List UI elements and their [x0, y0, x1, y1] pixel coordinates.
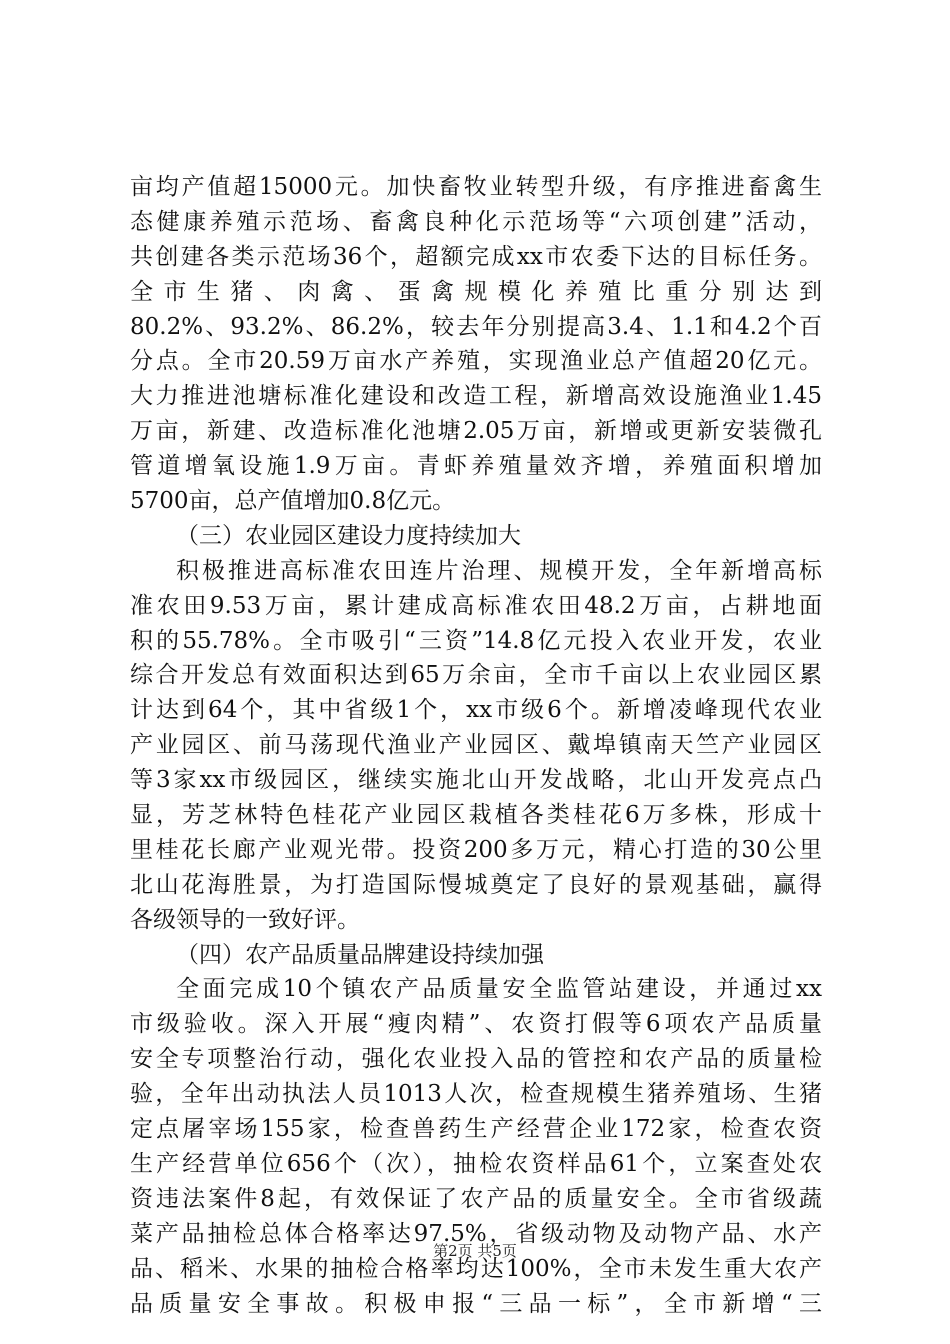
paragraph-line: 准农田9.53万亩，累计建成高标准农田48.2万亩，占耕地面: [130, 592, 822, 619]
paragraph-line: 全面完成10个镇农产品质量安全监管站建设，并通过xx: [176, 976, 822, 1003]
paragraph-line: 菜产品抽检总体合格率达97.5%，省级动物及动物产品、水产: [130, 1220, 822, 1247]
paragraph-line: 计达到64个，其中省级1个，xx市级6个。新增凌峰现代农业: [130, 697, 822, 724]
paragraph-line: 共创建各类示范场36个，超额完成xx市农委下达的目标任务。: [130, 243, 822, 270]
section-heading: （三）农业园区建设力度持续加大: [176, 522, 521, 549]
paragraph-line: 市级验收。深入开展“瘦肉精”、农资打假等6项农产品质量: [130, 1011, 822, 1038]
paragraph-line: 品质量安全事故。积极申报“三品一标”，全市新增“三: [130, 1290, 822, 1317]
paragraph-line: 生产经营单位656个（次），抽检农资样品61个，立案查处农: [130, 1150, 822, 1177]
paragraph-line: 积的55.78%。全市吸引“三资”14.8亿元投入农业开发，农业: [130, 627, 822, 654]
paragraph-line: 全市生猪、肉禽、蛋禽规模化养殖比重分别达到: [130, 278, 822, 305]
paragraph-line: 安全专项整治行动，强化农业投入品的管控和农产品的质量检: [130, 1046, 822, 1073]
paragraph-line: 各级领导的一致好评。: [130, 906, 360, 933]
paragraph-line: 产业园区、前马荡现代渔业产业园区、戴埠镇南天竺产业园区: [130, 732, 822, 759]
paragraph-line: 亩均产值超15000元。加快畜牧业转型升级，有序推进畜禽生: [130, 174, 822, 200]
paragraph-line: 显，芳芝林特色桂花产业园区栽植各类桂花6万多株，形成十: [130, 802, 822, 829]
document-body: [130, 170, 822, 1321]
paragraph-line: 分点。全市20.59万亩水产养殖，实现渔业总产值超20亿元。: [130, 348, 822, 375]
paragraph-line: 80.2%、93.2%、86.2%，较去年分别提高3.4、1.1和4.2个百: [130, 313, 822, 340]
paragraph-line: 态健康养殖示范场、畜禽良种化示范场等“六项创建”活动，: [130, 208, 822, 235]
paragraph-line: 北山花海胜景，为打造国际慢城奠定了良好的景观基础，赢得: [130, 871, 822, 898]
page-footer: 第2页 共5页: [433, 1242, 517, 1260]
paragraph-line: 积极推进高标准农田连片治理、规模开发，全年新增高标: [176, 557, 822, 584]
paragraph-line: 定点屠宰场155家，检查兽药生产经营企业172家，检查农资: [130, 1116, 822, 1143]
paragraph-line: 万亩，新建、改造标准化池塘2.05万亩，新增或更新安装微孔: [130, 418, 822, 445]
section-heading: （四）农产品质量品牌建设持续加强: [176, 941, 544, 968]
paragraph-line: 资违法案件8起，有效保证了农产品的质量安全。全市省级蔬: [130, 1185, 822, 1212]
paragraph-line: 大力推进池塘标准化建设和改造工程，新增高效设施渔业1.45: [130, 383, 822, 410]
paragraph-line: 管道增氧设施1.9万亩。青虾养殖量效齐增，养殖面积增加: [130, 453, 822, 480]
paragraph-line: 5700亩，总产值增加0.8亿元。: [130, 488, 456, 515]
paragraph-line: 等3家xx市级园区，继续实施北山开发战略，北山开发亮点凸: [130, 767, 822, 794]
paragraph-line: 验，全年出动执法人员1013人次，检查规模生猪养殖场、生猪: [130, 1081, 822, 1108]
paragraph-line: 品、稻米、水果的抽检合格率均达100%，全市未发生重大农产: [130, 1255, 822, 1282]
paragraph-line: 里桂花长廊产业观光带。投资200多万元，精心打造的30公里: [130, 836, 822, 863]
paragraph-line: 综合开发总有效面积达到65万余亩，全市千亩以上农业园区累: [130, 662, 822, 689]
